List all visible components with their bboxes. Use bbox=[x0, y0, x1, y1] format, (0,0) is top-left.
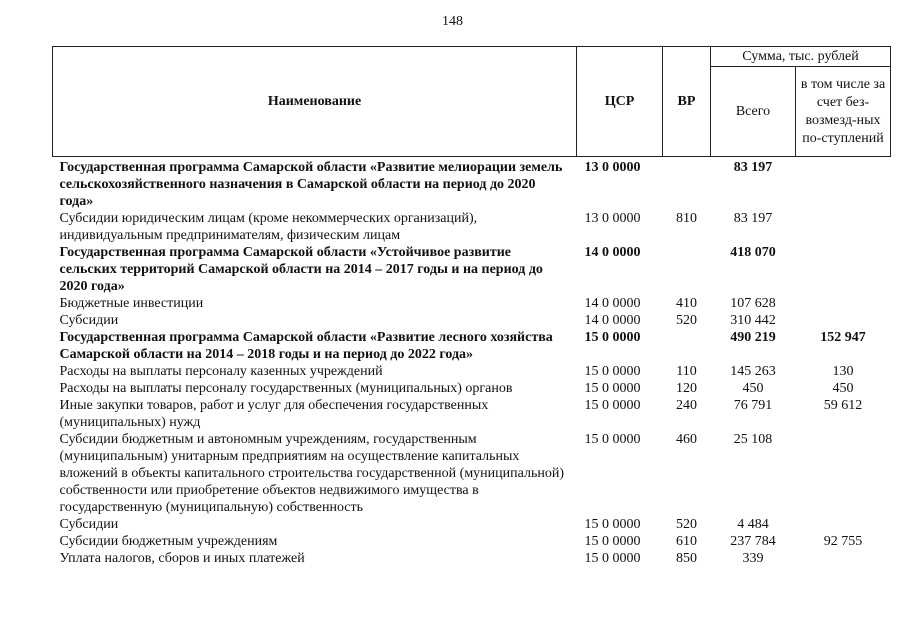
row-vr: 120 bbox=[676, 381, 697, 396]
row-free bbox=[796, 431, 891, 516]
row-total: 490 219 bbox=[730, 330, 776, 345]
row-csr: 15 0 0000 bbox=[584, 517, 641, 532]
row-free: 450 bbox=[832, 381, 854, 396]
row-csr: 13 0 0000 bbox=[584, 160, 641, 175]
row-total: 83 197 bbox=[733, 160, 773, 175]
row-total: 310 442 bbox=[730, 313, 776, 328]
row-total: 83 197 bbox=[733, 211, 773, 226]
table-row bbox=[53, 380, 891, 397]
row-vr: 110 bbox=[676, 364, 697, 379]
row-vr: 520 bbox=[676, 517, 697, 532]
row-name: Иные закупки товаров, работ и услуг для обеспечения государственных (муниципальных) нужд bbox=[59, 398, 489, 430]
table-row bbox=[53, 397, 891, 431]
row-csr: 14 0 0000 bbox=[584, 296, 641, 311]
row-vr: 460 bbox=[676, 432, 697, 447]
row-free bbox=[796, 312, 891, 329]
row-vr bbox=[663, 329, 711, 363]
row-total: 339 bbox=[742, 551, 764, 566]
table-row bbox=[53, 312, 891, 329]
row-name: Расходы на выплаты персоналу государственных (муниципальных) органов bbox=[59, 381, 513, 396]
row-free bbox=[796, 516, 891, 533]
table-row bbox=[53, 516, 891, 533]
row-free: 152 947 bbox=[820, 330, 866, 345]
row-name: Субсидии юридическим лицам (кроме некоммерческих организаций), индивидуальным предпринимателям, физическим лицам bbox=[59, 211, 478, 243]
budget-table bbox=[52, 46, 891, 567]
row-name: Расходы на выплаты персоналу казенных учреждений bbox=[59, 364, 383, 379]
row-name: Субсидии bbox=[59, 517, 119, 532]
row-csr: 15 0 0000 bbox=[584, 534, 641, 549]
table-row bbox=[53, 431, 891, 516]
table-row bbox=[53, 533, 891, 550]
row-csr: 15 0 0000 bbox=[584, 330, 641, 345]
table-row bbox=[53, 244, 891, 295]
row-total: 76 791 bbox=[733, 398, 773, 413]
table-row bbox=[53, 550, 891, 567]
row-csr: 15 0 0000 bbox=[584, 551, 641, 566]
table-row bbox=[53, 210, 891, 244]
row-vr: 850 bbox=[676, 551, 697, 566]
header-sum: Сумма, тыс. рублей bbox=[711, 47, 891, 67]
header-vr: ВР bbox=[663, 47, 711, 157]
row-vr bbox=[663, 244, 711, 295]
row-total: 107 628 bbox=[730, 296, 776, 311]
row-name: Субсидии бюджетным учреждениям bbox=[59, 534, 278, 549]
row-free bbox=[796, 210, 891, 244]
row-name: Бюджетные инвестиции bbox=[59, 296, 204, 311]
table-row bbox=[53, 157, 891, 211]
row-name: Государственная программа Самарской области «Развитие мелиорации земель сельскохозяйственного назначения в Самарской области на период до 2020 года» bbox=[59, 160, 563, 209]
row-vr: 610 bbox=[676, 534, 697, 549]
row-free: 59 612 bbox=[823, 398, 863, 413]
row-name: Государственная программа Самарской области «Развитие лесного хозяйства Самарской области на 2014 – 2018 годы и на период до 2022 года» bbox=[59, 330, 553, 362]
header-free: в том числе за счет без-возмезд-ных по-ступлений bbox=[796, 67, 891, 157]
header-total: Всего bbox=[711, 67, 796, 157]
row-csr: 14 0 0000 bbox=[584, 313, 641, 328]
row-csr: 13 0 0000 bbox=[584, 211, 641, 226]
page-number: 148 bbox=[442, 14, 463, 29]
row-total: 4 484 bbox=[737, 517, 769, 532]
table-row bbox=[53, 363, 891, 380]
row-vr: 410 bbox=[676, 296, 697, 311]
row-total: 418 070 bbox=[730, 245, 776, 260]
row-total: 237 784 bbox=[730, 534, 776, 549]
row-vr: 810 bbox=[676, 211, 697, 226]
row-csr: 15 0 0000 bbox=[584, 398, 641, 413]
table-row bbox=[53, 295, 891, 312]
row-csr: 14 0 0000 bbox=[584, 245, 641, 260]
row-vr: 520 bbox=[676, 313, 697, 328]
row-total: 25 108 bbox=[733, 432, 773, 447]
header-name: Наименование bbox=[53, 47, 577, 157]
row-name: Субсидии bbox=[59, 313, 119, 328]
row-free bbox=[796, 244, 891, 295]
row-total: 145 263 bbox=[730, 364, 776, 379]
row-name: Субсидии бюджетным и автономным учреждениям, государственным (муниципальным) унитарным предприятиям на осуществление капитальных вложений в объекты капитального строительства государственной (муниципальной) собственности или приобретение объектов недвижимого имущества в государственную (муниципальную) собственность bbox=[59, 432, 564, 515]
row-free bbox=[796, 550, 891, 567]
row-free bbox=[796, 295, 891, 312]
row-name: Государственная программа Самарской области «Устойчивое развитие сельских территорий Самарской области на 2014 – 2017 годы и на период до 2020 года» bbox=[59, 245, 543, 294]
row-csr: 15 0 0000 bbox=[584, 381, 641, 396]
row-vr: 240 bbox=[676, 398, 697, 413]
row-name: Уплата налогов, сборов и иных платежей bbox=[59, 551, 305, 566]
row-total: 450 bbox=[742, 381, 764, 396]
row-free: 92 755 bbox=[823, 534, 863, 549]
row-csr: 15 0 0000 bbox=[584, 432, 641, 447]
header-csr: ЦСР bbox=[577, 47, 663, 157]
row-free: 130 bbox=[832, 364, 854, 379]
table-header bbox=[53, 47, 891, 157]
table-row bbox=[53, 329, 891, 363]
row-free bbox=[796, 157, 891, 211]
table-body bbox=[53, 157, 891, 568]
row-vr bbox=[663, 157, 711, 211]
row-csr: 15 0 0000 bbox=[584, 364, 641, 379]
